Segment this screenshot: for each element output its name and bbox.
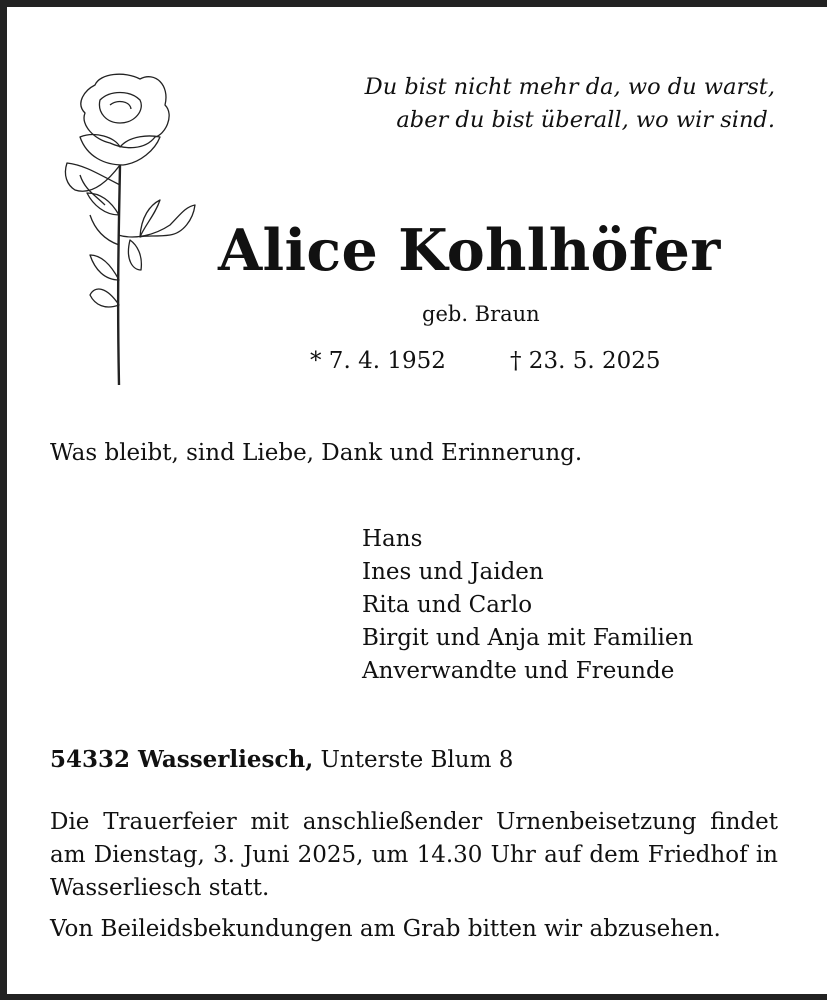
mourner: Birgit und Anja mit Familien bbox=[362, 625, 694, 651]
mourner: Hans bbox=[362, 526, 423, 552]
rose-illustration bbox=[45, 65, 205, 400]
mourner: Rita und Carlo bbox=[362, 592, 533, 618]
birth-date: * 7. 4. 1952 bbox=[310, 348, 446, 374]
condolence-note: Von Beileidsbekundungen am Grab bitten wir abzusehen. bbox=[50, 916, 721, 942]
ceremony-details: Die Trauerfeier mit anschließender Urnenbeisetzung findet am Dienstag, 3. Juni 2025, um 14.30 Uhr auf dem Friedhof in Wasserliesch statt. bbox=[50, 809, 778, 901]
maiden-name: geb. Braun bbox=[422, 302, 540, 326]
motto: Was bleibt, sind Liebe, Dank und Erinnerung. bbox=[50, 440, 583, 466]
quote-line-2: aber du bist überall, wo wir sind. bbox=[396, 107, 775, 133]
mourner: Anverwandte und Freunde bbox=[362, 658, 675, 684]
death-date: † 23. 5. 2025 bbox=[510, 348, 661, 374]
mourner: Ines und Jaiden bbox=[362, 559, 544, 585]
deceased-name: Alice Kohlhöfer bbox=[218, 217, 721, 284]
address bbox=[50, 748, 513, 772]
address-city: 54332 Wasserliesch, bbox=[50, 746, 314, 773]
quote-line-1: Du bist nicht mehr da, wo du warst, bbox=[364, 74, 775, 100]
address-street: Unterste Blum 8 bbox=[320, 747, 514, 773]
